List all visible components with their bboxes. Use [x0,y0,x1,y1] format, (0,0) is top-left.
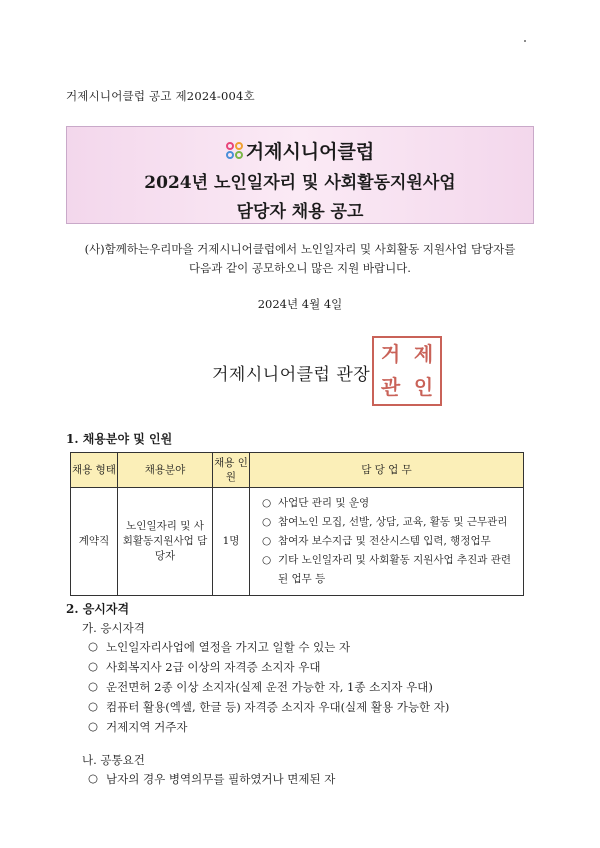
bullet-icon: ○ [88,719,99,733]
header-headcount: 채용 인원 [213,453,250,488]
subsection-b-heading: 나. 공통요건 [82,753,145,767]
document-reference-number: 거제시니어클럽 공고 제2024-004호 [66,89,255,103]
cell-duties [250,488,524,596]
notice-title: 2024년 노인일자리 및 사회활동지원사업 [144,173,456,193]
official-seal-stamp: 거 제 관 인 [372,336,442,406]
list-item: ○ 컴퓨터 활용(엑셀, 한글 등) 자격증 소지자 우대(실제 활용 가능한 자) [88,699,450,714]
signatory: 거제시니어클럽 관장 [212,365,371,385]
header-employment-type: 채용 형태 [71,453,118,488]
club-name: 거제시니어클럽 [245,141,375,163]
intro-paragraph [66,240,534,278]
bullet-icon: ○ [88,699,99,713]
header-field: 채용분야 [118,453,213,488]
duty-item: ○ 기타 노인일자리 및 사회활동 지원사업 추진과 관련된 업무 등 [262,551,515,589]
cell-field: 노인일자리 및 사회활동지원사업 담당자 [118,488,213,596]
list-item: ○ 남자의 경우 병역의무를 필하였거나 면제된 자 [88,771,336,786]
notice-subtitle: 담당자 채용 공고 [236,202,364,222]
bullet-icon: ○ [88,679,99,693]
intro-line-2: 다음과 같이 공모하오니 많은 지원 바랍니다. [189,261,411,275]
bullet-icon: ○ [262,535,272,547]
table-row [71,488,524,596]
list-item: ○ 운전면허 2종 이상 소지자(실제 운전 가능한 자, 1종 소지자 우대) [88,679,433,694]
bullet-icon: ○ [88,771,99,785]
bullet-icon: ○ [262,554,272,566]
bullet-icon: ○ [88,639,99,653]
club-logo-icon [226,142,244,160]
subsection-a-heading: 가. 응시자격 [82,621,145,635]
list-item: ○ 거제지역 거주자 [88,719,188,734]
cell-headcount: 1명 [213,488,250,596]
notice-date: 2024년 4월 4일 [257,297,343,311]
title-banner [66,126,534,224]
list-item: ○ 사회복지사 2급 이상의 자격증 소지자 우대 [88,659,321,674]
bullet-icon: ○ [262,516,272,528]
duty-item: ○ 참여노인 모집, 선발, 상담, 교육, 활동 및 근무관리 [262,513,515,532]
club-name-row [67,137,533,164]
bullet-icon: ○ [262,497,272,509]
duty-item: ○ 참여자 보수지급 및 전산시스템 입력, 행정업무 [262,532,515,551]
bullet-icon: ○ [88,659,99,673]
scan-speck [524,40,526,42]
cell-employment-type: 계약직 [71,488,118,596]
intro-line-1: (사)함께하는우리마을 거제시니어클럽에서 노인일자리 및 사회활동 지원사업 담당자를 [84,242,516,256]
section-1-heading: 1. 채용분야 및 인원 [66,432,173,446]
table-header-row [71,453,524,488]
duty-item: ○ 사업단 관리 및 운영 [262,494,515,513]
header-duties: 담 당 업 무 [250,453,524,488]
recruitment-table [70,452,524,596]
list-item: ○ 노인일자리사업에 열정을 가지고 일할 수 있는 자 [88,639,351,654]
section-2-heading: 2. 응시자격 [66,602,130,616]
